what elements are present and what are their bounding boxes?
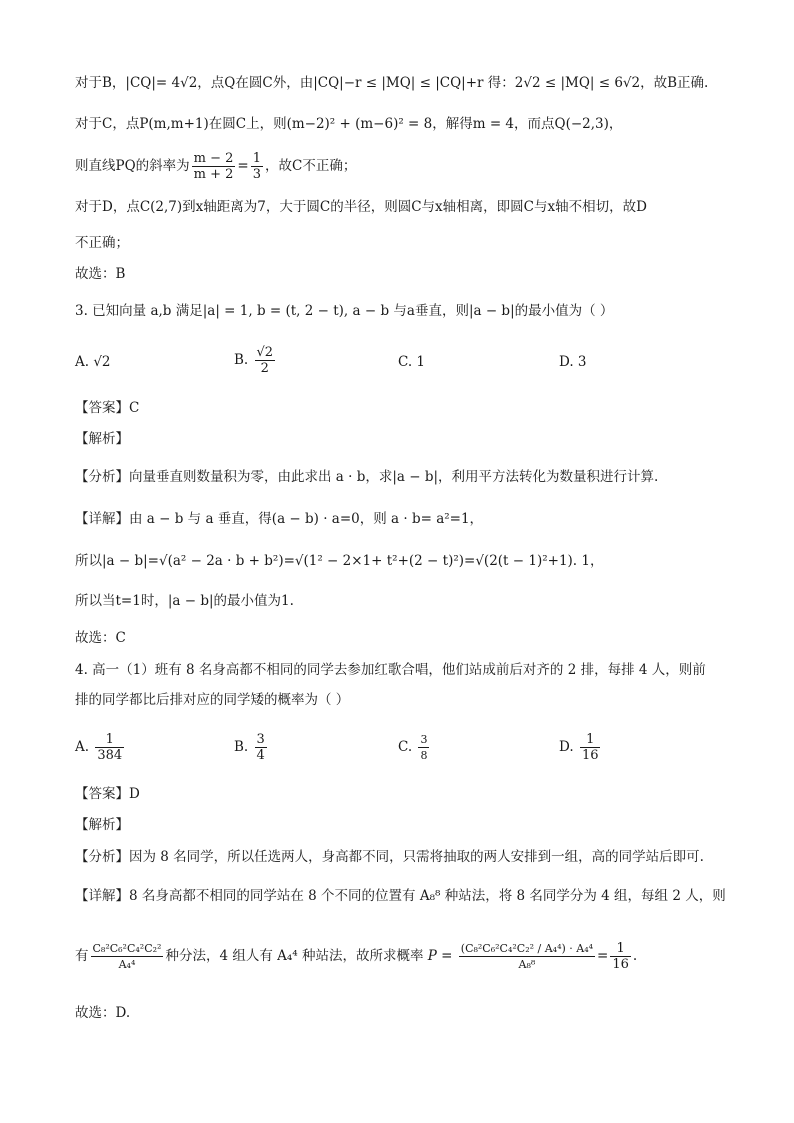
slope-value-numerator: 1 <box>252 151 262 166</box>
question-3: 3. 已知向量 a,b 满足|a| = 1, b = (t, 2 − t), a − b 与a垂直，则|a − b|的最小值为（ ） <box>75 303 614 319</box>
q3-option-c: C. 1 <box>398 354 426 370</box>
q4-probability-fraction <box>459 941 595 972</box>
q4-selection: 故选：D. <box>75 1005 131 1021</box>
q4-probability-numerator: (C₈²C₆²C₄²C₂² / A₄⁴) · A₄⁴ <box>460 942 594 955</box>
q4-grouping-denominator: A₄⁴ <box>91 956 164 972</box>
q4-option-a-numerator: 1 <box>105 732 114 747</box>
q4-answer: 【答案】D <box>75 786 140 802</box>
q4-option-d-label: D. <box>559 739 574 755</box>
q4-option-a-fraction <box>95 732 124 763</box>
line-selection-b: 故选：B <box>75 266 126 282</box>
q4-option-c-label: C. <box>398 739 413 755</box>
q4-option-b-fraction <box>255 732 267 763</box>
q3-option-b-denominator: 2 <box>255 360 276 376</box>
line-option-d-analysis: 对于D，点C(2,7)到x轴距离为7，大于圆C的半径，则圆C与x轴相离，即圆C与x轴不相切，故D <box>75 199 647 215</box>
q4-option-d-fraction <box>580 732 601 763</box>
q4-probability-denominator: A₈⁸ <box>459 956 595 972</box>
line-option-b-analysis: 对于B，|CQ|= 4√2，点Q在圆C外，由|CQ|−r ≤ |MQ| ≤ |CQ|+r 得：2√2 ≤ |MQ| ≤ 6√2，故B正确. <box>75 75 709 91</box>
q3-answer: 【答案】C <box>75 400 140 416</box>
q4-analysis: 【分析】因为 8 名同学，所以任选两人，身高都不同，只需将抽取的两人安排到一组，高的同学站后即可. <box>75 849 704 865</box>
q3-analysis-heading: 【解析】 <box>75 431 129 447</box>
q3-option-a: A. √2 <box>75 354 111 370</box>
q3-minimum: 所以当t=1时，|a − b|的最小值为1. <box>75 593 294 609</box>
q4-option-b-label: B. <box>234 739 249 755</box>
slope-numerator: m − 2 <box>193 151 234 166</box>
slope-denominator: m + 2 <box>193 167 234 182</box>
q4-option-c-numerator: 3 <box>420 733 428 746</box>
line-option-d-conclusion: 不正确； <box>75 235 129 251</box>
q4-probability-equals: = <box>597 948 609 964</box>
q4-option-c <box>398 727 431 767</box>
q4-probability-value-fraction <box>610 941 631 972</box>
q4-probability-label: P = <box>427 948 453 964</box>
q3-calculation: 所以|a − b|=√(a² − 2a · b + b²)=√(1² − 2×1+ t²+(2 − t)²)=√(2(t − 1)²+1). 1， <box>75 553 604 569</box>
slope-value-fraction <box>251 151 263 182</box>
q3-option-b-numerator: √2 <box>256 345 274 360</box>
line-slope <box>75 146 734 186</box>
question-4-line-2: 排的同学都比后排对应的同学矮的概率为（ ） <box>75 692 350 708</box>
q4-option-b-numerator: 3 <box>256 732 265 747</box>
q3-option-b-label: B. <box>234 352 249 368</box>
q4-grouping-fraction <box>91 941 164 972</box>
q4-have-middle: 种分法，4 组人有 A₄⁴ 种站法，故所求概率 <box>165 948 424 964</box>
q4-option-d <box>559 727 602 767</box>
slope-equals: = <box>237 158 249 174</box>
q4-option-a-label: A. <box>75 739 90 755</box>
q4-option-d-numerator: 1 <box>586 732 595 747</box>
q4-detail: 【详解】8 名身高都不相同的同学站在 8 个不同的位置有 A₈⁸ 种站法，将 8 名同学分为 4 组，每组 2 人，则 <box>75 888 726 904</box>
line-option-c-analysis: 对于C，点P(m,m+1)在圆C上，则(m−2)² + (m−6)² = 8，解得m = 4，而点Q(−2,3)， <box>75 116 623 132</box>
q4-analysis-heading: 【解析】 <box>75 817 129 833</box>
q3-option-d: D. 3 <box>559 354 587 370</box>
q3-option-b-fraction <box>255 345 276 376</box>
slope-fraction <box>192 151 236 182</box>
q3-analysis: 【分析】向量垂直则数量积为零，由此求出 a · b，求|a − b|，利用平方法转化为数量积进行计算. <box>75 469 659 485</box>
q3-selection: 故选：C <box>75 630 126 646</box>
q4-option-b-denominator: 4 <box>256 748 265 763</box>
q4-option-a-denominator: 384 <box>97 748 123 763</box>
q3-detail: 【详解】由 a − b 与 a 垂直，得(a − b) · a=0，则 a · b= a²=1， <box>75 511 484 527</box>
q4-option-d-denominator: 16 <box>581 748 599 763</box>
q4-option-c-fraction <box>418 732 429 763</box>
q4-option-b <box>234 727 269 767</box>
q4-probability-line <box>75 924 734 988</box>
q3-option-b <box>234 340 277 380</box>
q4-probability-value-numerator: 1 <box>616 941 625 956</box>
q4-have-prefix: 有 <box>75 948 89 964</box>
q4-option-a <box>75 727 126 767</box>
q4-option-c-denominator: 8 <box>420 749 428 762</box>
slope-prefix: 则直线PQ的斜率为 <box>75 158 190 174</box>
question-4-line-1: 4. 高一（1）班有 8 名身高都不相同的同学去参加红歌合唱，他们站成前后对齐的 2 排，每排 4 人，则前 <box>75 662 706 678</box>
q4-probability-value-denominator: 16 <box>612 957 629 972</box>
slope-value-denominator: 3 <box>252 167 262 182</box>
q4-probability-end: . <box>632 948 638 964</box>
q4-grouping-numerator: C₈²C₆²C₄²C₂² <box>92 942 162 955</box>
slope-suffix: ，故C不正确； <box>265 158 357 174</box>
